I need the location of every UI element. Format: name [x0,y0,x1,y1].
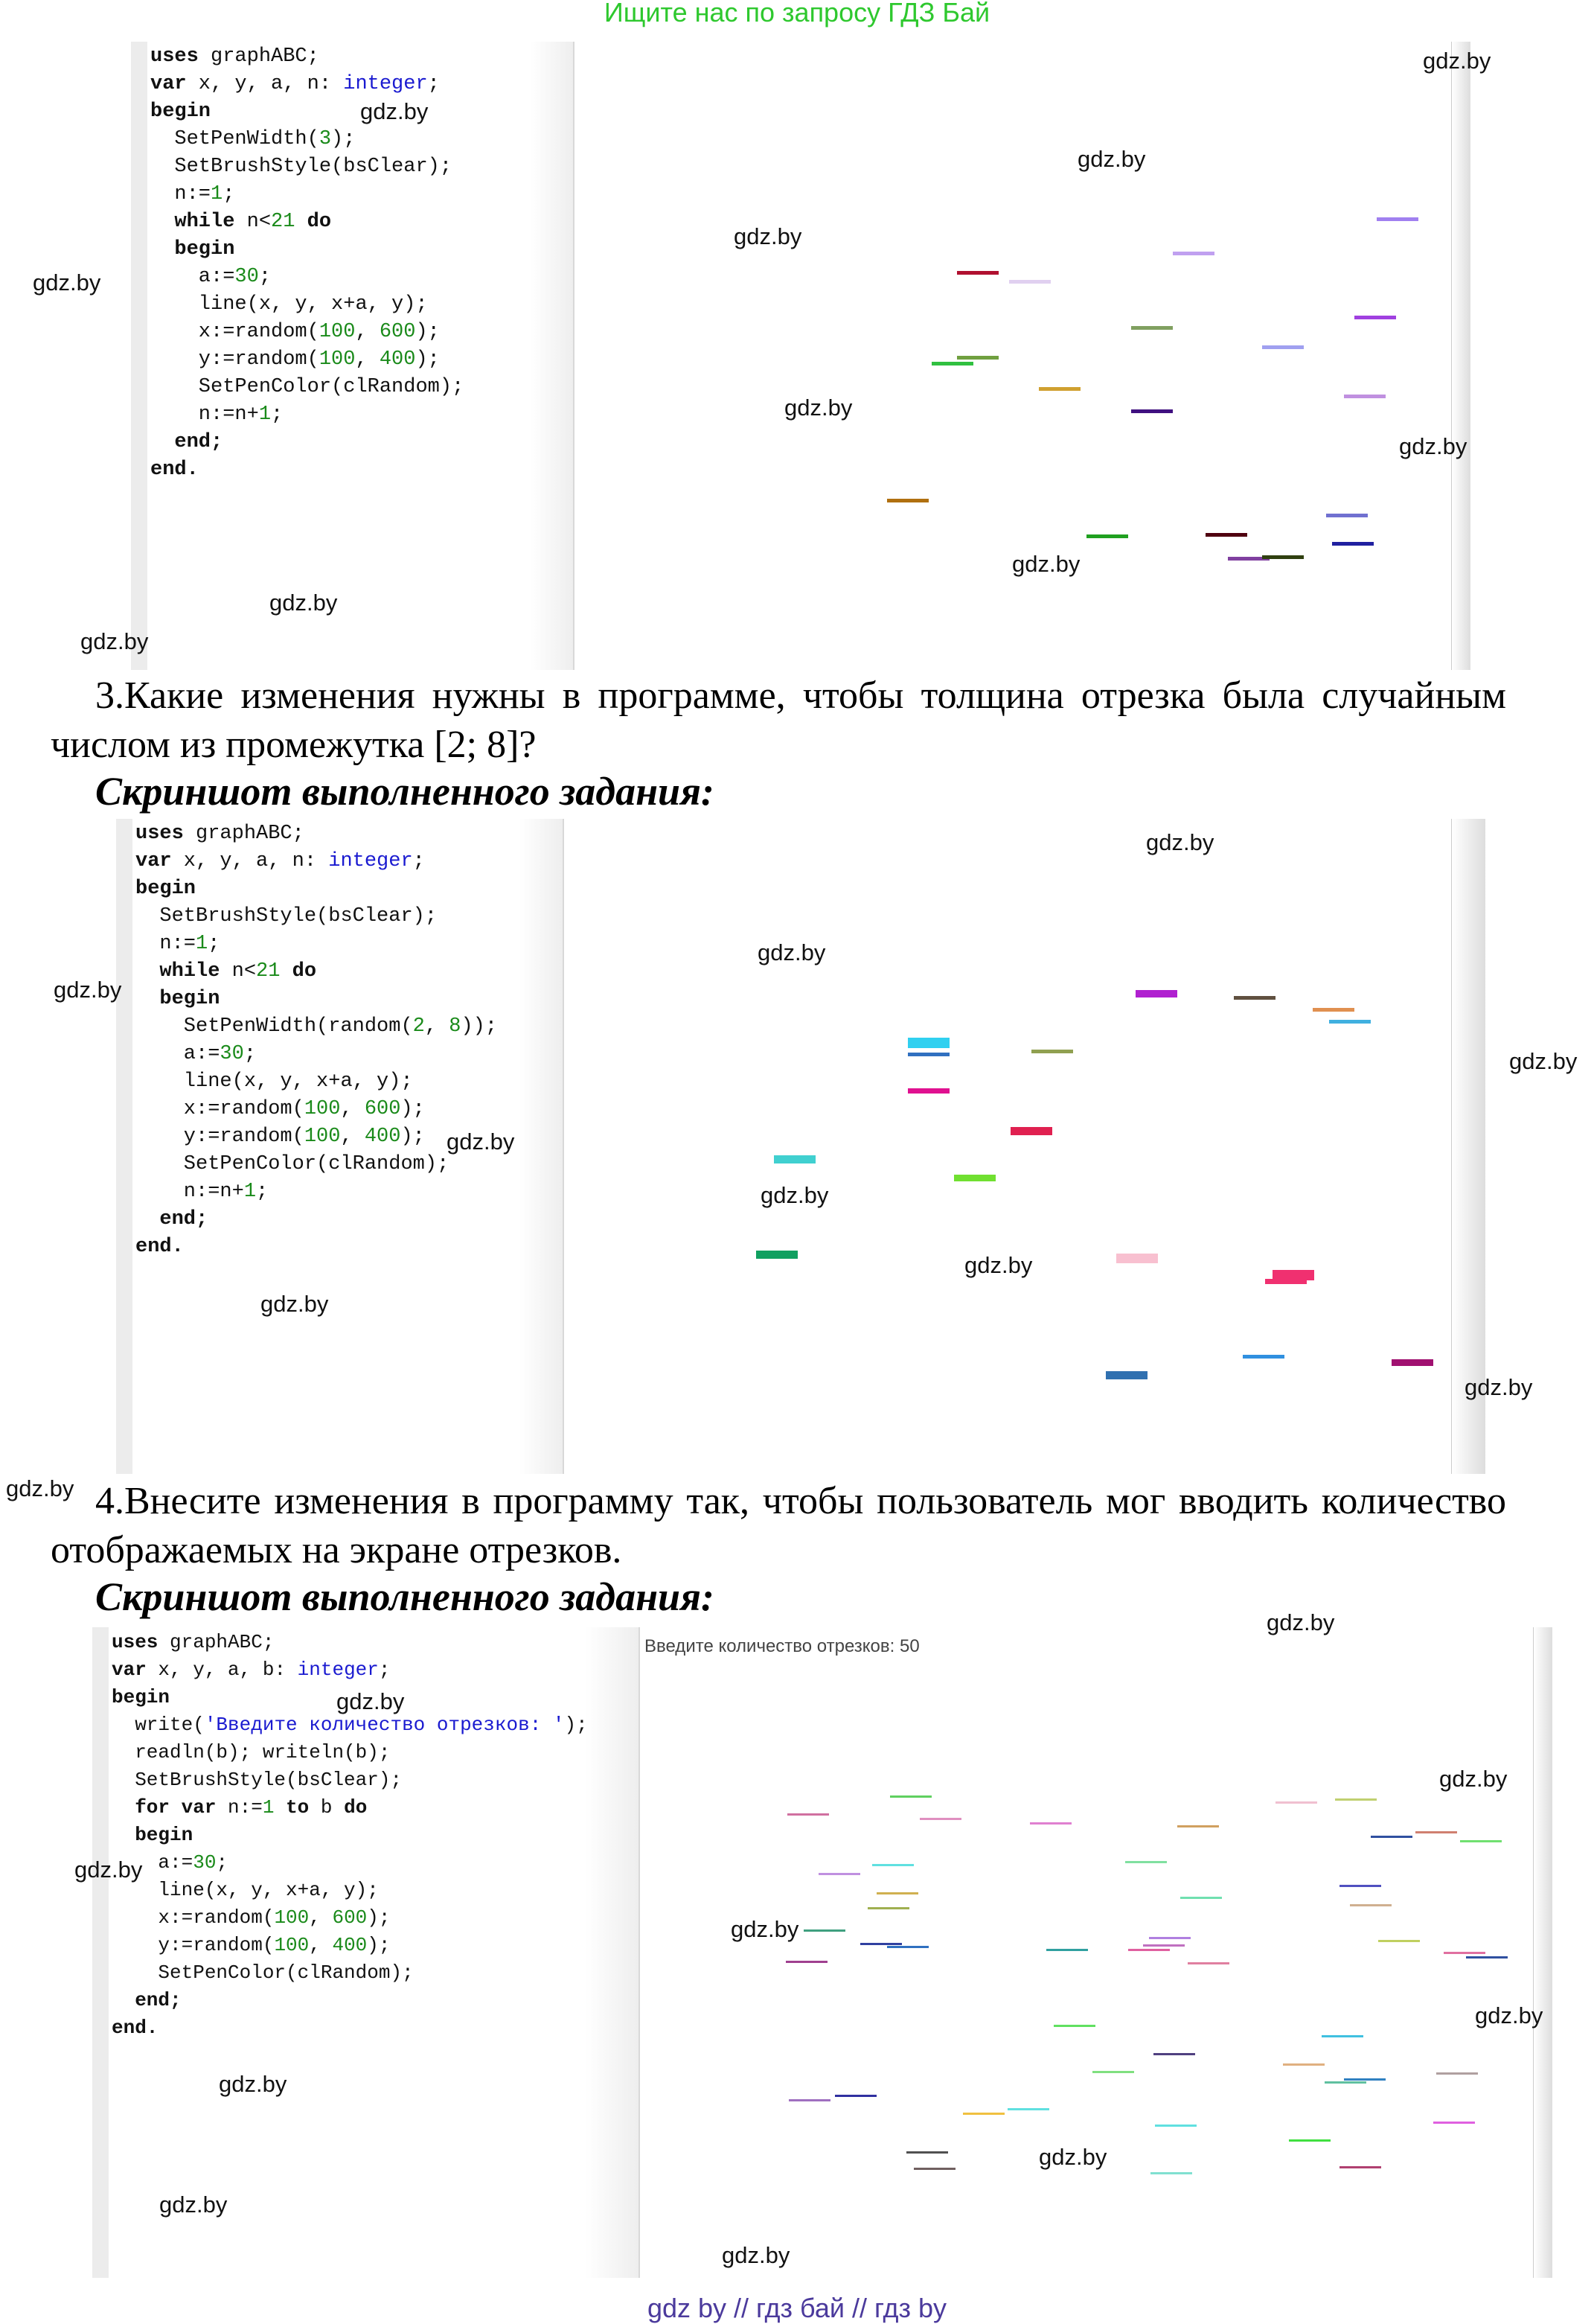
watermark: gdz.by [734,223,802,249]
watermark: gdz.by [1078,146,1146,172]
code-line [150,429,573,456]
graphics-window-2 [564,819,1451,1474]
line-segment [908,1038,950,1048]
line-segment [868,1907,909,1909]
code-token: begin [112,1686,170,1708]
line-segment [786,1961,828,1963]
line-segment [1206,533,1247,537]
code-token: ; [216,1851,228,1874]
watermark: gdz.by [6,1475,74,1501]
code-token: while [135,960,220,983]
code-token: ; [258,266,272,288]
line-segment [957,271,999,275]
watermark: gdz.by [1039,2144,1107,2170]
code-token: SetPenWidth(random( [135,1015,413,1038]
line-segment [1153,2053,1195,2055]
line-segment [1009,280,1051,284]
code-token: x, y, a, n: [171,850,329,872]
code-token: graphABC; [183,823,304,845]
code-token: 100 [304,1098,341,1120]
line-segment [1125,1861,1167,1863]
code-token: ); [400,1098,425,1120]
line-segment [1262,555,1304,559]
line-segment [1116,1254,1158,1263]
code-token: y:=random( [150,348,319,371]
line-segment [787,1813,829,1816]
code-token: ); [367,1934,391,1956]
line-segment [1377,217,1418,221]
line-segment [819,1873,860,1875]
code-line [135,848,563,875]
line-segment [756,1251,798,1259]
code-token: 30 [193,1851,217,1874]
line-segment [890,1795,932,1798]
code-token: n< [234,211,272,233]
line-segment [1325,2081,1366,2084]
code-token: n:= [135,933,196,955]
code-token: SetPenColor(clRandom); [150,376,464,398]
code-token: 100 [274,1934,310,1956]
code-token: end. [150,459,199,481]
line-segment [1265,1279,1307,1284]
line-segment [1131,409,1173,413]
code-token: n:= [150,183,211,205]
line-segment [1188,1962,1229,1964]
code-line [150,291,573,319]
code-token: a:= [135,1043,220,1065]
code-token: 1 [258,403,272,426]
code-token: x:=random( [150,321,319,343]
task-3-subtitle: Скриншот выполненного задания: [95,769,714,814]
code-token: , [424,1015,449,1038]
line-segment [954,1175,996,1181]
code-line [112,1794,638,1822]
code-token: 400 [332,1934,368,1956]
line-segment [1436,2072,1478,2075]
code-line [135,903,563,930]
code-line [150,153,573,181]
code-token: line(x, y, x+a, y); [112,1879,379,1901]
line-segment [835,2095,877,2097]
code-token: ); [400,1126,425,1148]
code-line [135,820,563,848]
code-token: end; [150,431,223,453]
code-token: x:=random( [135,1098,304,1120]
code-line [135,1068,563,1096]
watermark: gdz.by [1012,551,1081,577]
code-token: do [344,1796,368,1819]
code-line [135,1041,563,1068]
code-line [150,71,573,98]
code-token: ; [427,73,440,95]
line-segment [1180,1897,1222,1899]
code-token: 1 [243,1181,257,1203]
code-line [112,1739,638,1766]
line-segment [906,2151,948,2154]
code-line [135,1013,563,1041]
line-segment [920,1818,961,1820]
line-segment [877,1892,918,1894]
code-token: for var [112,1796,217,1819]
code-token: a:= [112,1851,193,1874]
line-segment [1329,1020,1371,1024]
code-token: x:=random( [112,1906,275,1929]
watermark: gdz.by [446,1129,515,1155]
watermark: gdz.by [1399,433,1467,459]
code-token: n:=n+ [135,1181,244,1203]
line-segment [1131,326,1173,330]
line-segment [1283,2063,1325,2066]
code-line [112,2014,638,2042]
code-token: uses [135,823,184,845]
screenshot-panel-3 [92,1627,1552,2278]
code-token: readln(b); writeln(b); [112,1741,391,1763]
watermark: gdz.by [1146,829,1214,855]
code-token: integer [328,850,413,872]
code-token: to [274,1796,310,1819]
watermark: gdz.by [80,628,149,654]
code-token: x, y, a, n: [186,73,344,95]
code-token: 400 [379,348,416,371]
line-segment [1149,1937,1191,1939]
code-line [112,1629,638,1656]
line-segment [1322,2035,1363,2037]
code-line [112,1877,638,1904]
code-token: , [309,1934,333,1956]
watermark: gdz.by [1267,1609,1335,1635]
code-token: )); [461,1015,498,1038]
line-segment [887,499,929,502]
code-token: var [150,73,187,95]
code-token: SetPenColor(clRandom); [112,1961,414,1984]
code-token: x, y, a, b: [146,1659,298,1681]
code-token: do [295,211,332,233]
code-token: integer [343,73,428,95]
code-editor-1[interactable] [131,42,574,670]
code-token: 100 [274,1906,310,1929]
watermark: gdz.by [54,977,122,1003]
code-token: begin [112,1824,193,1846]
line-segment [804,1929,845,1932]
code-line [150,319,573,346]
code-token: integer [297,1659,379,1681]
line-segment [1350,1904,1392,1906]
line-segment [1106,1371,1148,1379]
code-token: ; [208,933,220,955]
line-segment [1326,514,1368,517]
watermark: gdz.by [1465,1374,1533,1400]
code-line [135,1206,563,1233]
line-segment [1433,2122,1475,2124]
watermark: gdz.by [74,1857,143,1883]
code-line [150,181,573,208]
watermark: gdz.by [336,1688,405,1714]
line-segment [1234,996,1275,1000]
line-segment [1054,2025,1095,2027]
code-token: y:=random( [135,1126,304,1148]
scrollbar[interactable] [1533,1627,1552,2278]
code-token: uses [150,45,199,68]
line-segment [1008,2108,1049,2110]
code-line [112,1959,638,1987]
code-line [112,1822,638,1849]
line-segment [1466,1956,1508,1959]
footer-links: gdz by // гдз бай // гдз by [647,2293,947,2323]
task-3-question: 3.Какие изменения нужны в программе, чтобы толщина отрезка была случайным числом из промежутка [2; 8]? [51,674,1506,766]
code-token: , [309,1906,333,1929]
code-token: ); [415,348,440,371]
graphics-window-3 [640,1627,1533,2278]
code-token: end; [112,1989,182,2011]
code-line [150,126,573,153]
code-token: 1 [211,183,223,205]
code-token: line(x, y, x+a, y); [135,1070,413,1093]
code-token: 100 [319,321,356,343]
line-segment [1354,316,1396,319]
code-token: end. [135,1236,184,1258]
watermark: gdz.by [761,1182,829,1208]
code-token: a:= [150,266,235,288]
code-token: b [309,1796,345,1819]
code-token: 100 [319,348,356,371]
watermark: gdz.by [784,395,853,421]
header-banner: Ищите нас по запросу ГДЗ Бай [604,0,990,28]
code-token: y:=random( [112,1934,275,1956]
line-segment [1136,990,1177,997]
code-token: , [340,1098,365,1120]
code-line [150,236,573,264]
watermark: gdz.by [360,98,429,124]
line-segment [789,2099,830,2101]
code-line [135,875,563,903]
code-token: 100 [304,1126,341,1148]
code-token: 21 [271,211,295,233]
line-segment [908,1053,950,1056]
line-segment [887,1946,929,1948]
code-token: ; [256,1181,269,1203]
code-token: SetPenColor(clRandom); [135,1153,449,1175]
line-segment [1092,2071,1134,2073]
line-segment [1243,1355,1284,1359]
line-segment [860,1943,902,1945]
line-segment [1344,2078,1386,2081]
code-token: 8 [449,1015,461,1038]
watermark: gdz.by [964,1252,1033,1278]
watermark: gdz.by [159,2191,228,2218]
line-segment [1150,2172,1192,2174]
code-token: end. [112,2017,159,2039]
watermark: gdz.by [260,1291,329,1317]
code-token: var [112,1659,147,1681]
code-line [135,1233,563,1261]
code-token: n< [220,960,257,983]
line-segment [774,1155,816,1163]
line-segment [1011,1127,1052,1135]
line-segment [1289,2139,1331,2142]
code-token: 3 [319,128,332,150]
scrollbar[interactable] [1451,42,1470,670]
code-token: end; [135,1208,208,1230]
code-line [135,930,563,958]
line-segment [1177,1825,1219,1827]
line-segment [1313,1008,1354,1012]
code-token: ; [271,403,284,426]
code-token: ; [243,1043,257,1065]
code-token: 600 [332,1906,368,1929]
line-segment [932,362,973,365]
watermark: gdz.by [731,1916,799,1942]
watermark: gdz.by [33,269,101,296]
watermark: gdz.by [1423,48,1491,74]
code-token: 600 [379,321,416,343]
code-line [112,1766,638,1794]
line-segment [957,356,999,360]
code-line [150,374,573,401]
code-token: begin [135,878,196,900]
line-segment [1371,1836,1412,1838]
line-segment [1392,1359,1433,1366]
code-line [150,43,573,71]
code-token: 30 [220,1043,244,1065]
code-token: ); [331,128,356,150]
task-4-question: 4.Внесите изменения в программу так, чтобы пользователь мог вводить количество отображаемых на экране отрезков. [51,1480,1506,1571]
code-token: graphABC; [158,1631,275,1653]
code-token: line(x, y, x+a, y); [150,293,428,316]
line-segment [963,2113,1005,2115]
screenshot-panel-1 [131,42,1470,670]
console-output: Введите количество отрезков: 50 [644,1636,920,1656]
line-segment [1173,252,1214,255]
code-token: begin [150,238,235,261]
line-segment [1339,2166,1381,2168]
watermark: gdz.by [269,590,338,616]
watermark: gdz.by [1439,1766,1508,1792]
watermark: gdz.by [1509,1048,1578,1074]
watermark: gdz.by [722,2242,790,2268]
code-line [112,1932,638,1959]
line-segment [1344,395,1386,398]
screenshot-panel-2 [116,819,1485,1474]
line-segment [1031,1050,1073,1053]
code-token: SetBrushStyle(bsClear); [112,1769,403,1791]
code-token: n:=n+ [150,403,259,426]
line-segment [872,1864,914,1866]
watermark: gdz.by [1475,2002,1543,2028]
line-segment [1275,1801,1317,1804]
code-line [135,986,563,1013]
code-line [135,958,563,986]
code-token: graphABC; [198,45,319,68]
code-token: 'Введите количество отрезков: ' [204,1714,565,1736]
code-line [112,1711,638,1739]
code-token: , [355,348,380,371]
line-segment [1415,1831,1457,1833]
line-segment [1039,387,1081,391]
code-token: ); [564,1714,588,1736]
code-line [135,1178,563,1206]
code-token: ; [378,1659,391,1681]
code-line [112,1849,638,1877]
code-token: write( [112,1714,205,1736]
line-segment [1046,1949,1088,1951]
code-line [150,208,573,236]
code-token: , [340,1126,365,1148]
code-token: SetBrushStyle(bsClear); [150,156,452,178]
line-segment [908,1088,950,1094]
code-token: 400 [364,1126,401,1148]
line-segment [1155,2125,1197,2127]
line-segment [914,2168,956,2170]
code-editor-3[interactable] [92,1627,640,2278]
code-token: , [355,321,380,343]
code-token: uses [112,1631,159,1653]
code-token: var [135,850,172,872]
task-4-subtitle: Скриншот выполненного задания: [95,1574,714,1619]
code-line [112,1987,638,2014]
line-segment [1128,1949,1170,1951]
line-segment [1332,542,1374,546]
code-token: ; [223,183,235,205]
line-segment [1339,1885,1381,1887]
code-token: 2 [412,1015,425,1038]
code-token: 1 [262,1796,275,1819]
line-segment [1262,345,1304,349]
code-line [135,1096,563,1123]
line-segment [1444,1952,1485,1954]
line-segment [1460,1840,1502,1842]
watermark: gdz.by [758,939,826,965]
watermark: gdz.by [219,2071,287,2097]
line-segment [1378,1940,1420,1942]
code-line [150,401,573,429]
code-line [150,346,573,374]
code-line [112,1656,638,1684]
code-token: SetPenWidth( [150,128,319,150]
line-segment [1086,534,1128,538]
code-token: 30 [234,266,259,288]
code-token: 21 [256,960,281,983]
code-token: begin [150,100,211,123]
line-segment [1335,1798,1377,1801]
code-line [150,456,573,484]
code-token: do [280,960,317,983]
code-line [150,264,573,291]
code-token: n:= [216,1796,263,1819]
code-token: begin [135,988,220,1010]
line-segment [1143,1944,1185,1947]
code-line [112,1904,638,1932]
code-token: while [150,211,235,233]
code-token: ); [367,1906,391,1929]
code-token: ; [412,850,425,872]
code-token: ); [415,321,440,343]
line-segment [1030,1822,1072,1825]
code-token: 600 [364,1098,401,1120]
code-token: SetBrushStyle(bsClear); [135,905,438,928]
code-token: 1 [196,933,208,955]
